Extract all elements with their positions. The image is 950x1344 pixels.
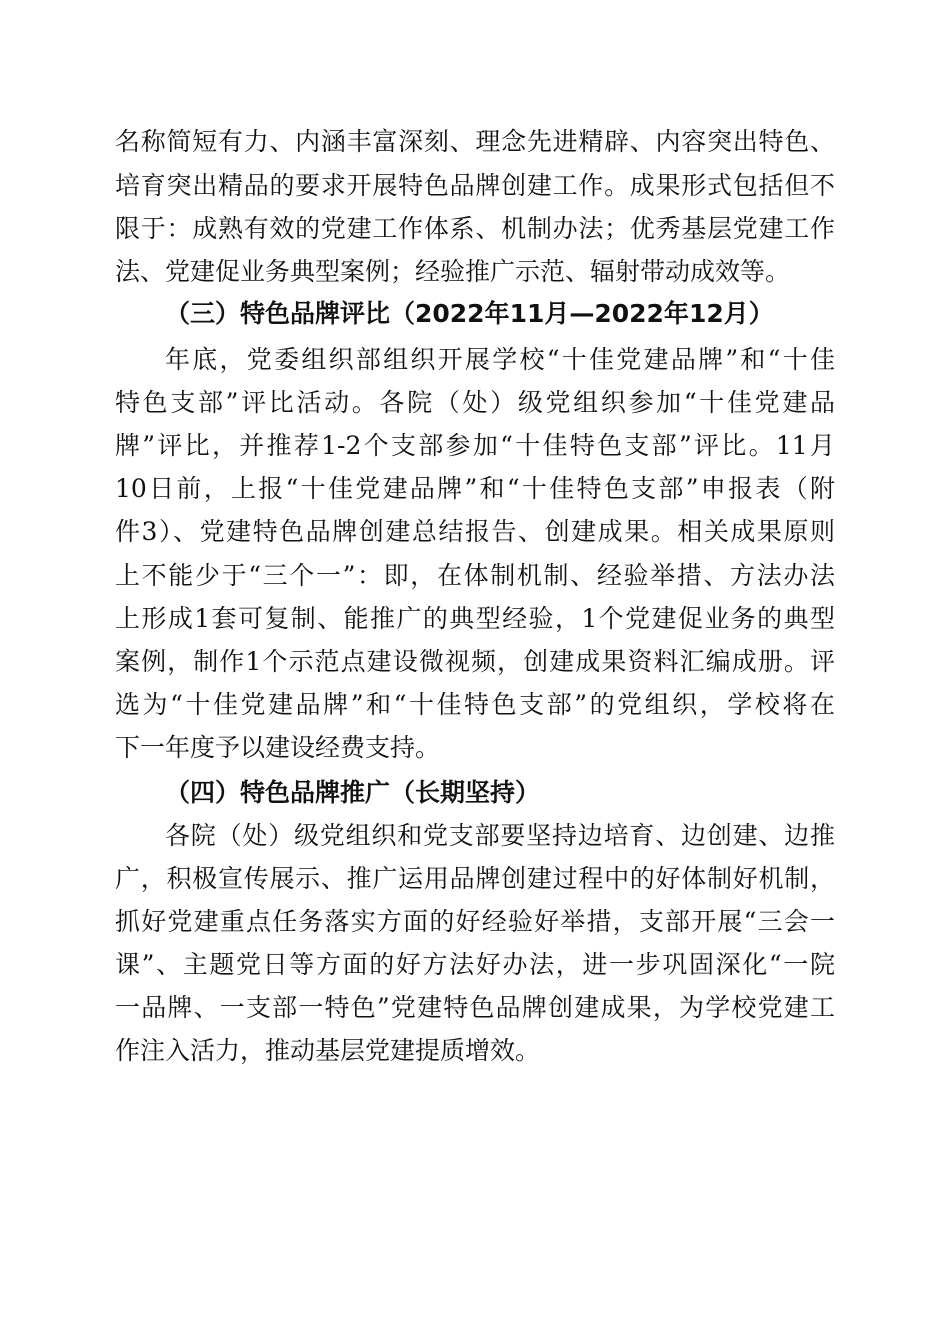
para2-line-4: 10日前，上报“十佳党建品牌”和“十佳特色支部”申报表（附 xyxy=(115,474,835,503)
para1-line-2: 培育突出精品的要求开展特色品牌创建工作。成果形式包括但不 xyxy=(115,171,835,200)
para2-line-5: 件3）、党建特色品牌创建总结报告、创建成果。相关成果原则 xyxy=(115,517,835,546)
para2-line-9: 选为“十佳党建品牌”和“十佳特色支部”的党组织，学校将在 xyxy=(115,690,835,719)
para1-line-3: 限于：成熟有效的党建工作体系、机制办法；优秀基层党建工作 xyxy=(115,214,835,243)
para1-line-4: 法、党建促业务典型案例；经验推广示范、辐射带动成效等。 xyxy=(115,257,791,286)
para3-line-5: 一品牌、一支部一特色”党建特色品牌创建成果，为学校党建工 xyxy=(115,993,835,1022)
para2-line-2: 特色支部”评比活动。各院（处）级党组织参加“十佳党建品 xyxy=(115,388,835,417)
para2-line-6: 上不能少于“三个一”：即，在体制机制、经验举措、方法办法 xyxy=(115,561,835,590)
para3-line-4: 课”、主题党日等方面的好方法好办法，进一步巩固深化“一院 xyxy=(115,950,835,979)
para3-line-2: 广，积极宣传展示、推广运用品牌创建过程中的好体制好机制， xyxy=(115,864,835,893)
para2-line-8: 案例，制作1个示范点建设微视频，创建成果资料汇编成册。评 xyxy=(115,647,835,676)
section-heading-4: （四）特色品牌推广（长期坚持） xyxy=(165,778,541,807)
para3-line-6: 作注入活力，推动基层党建提质增效。 xyxy=(115,1036,541,1065)
para2-line-7: 上形成1套可复制、能推广的典型经验，1个党建促业务的典型 xyxy=(115,604,835,633)
para1-line-1: 名称简短有力、内涵丰富深刻、理念先进精辟、内容突出特色、 xyxy=(115,127,835,156)
section-heading-3: （三）特色品牌评比（2022年11月—2022年12月） xyxy=(165,299,774,328)
para2-line-10: 下一年度予以建设经费支持。 xyxy=(115,733,441,762)
para2-line-3: 牌”评比，并推荐1-2个支部参加“十佳特色支部”评比。11月 xyxy=(115,431,835,460)
para3-line-1: 各院（处）级党组织和党支部要坚持边培育、边创建、边推 xyxy=(165,821,835,850)
para2-line-1: 年底，党委组织部组织开展学校“十佳党建品牌”和“十佳 xyxy=(165,345,835,374)
para3-line-3: 抓好党建重点任务落实方面的好经验好举措，支部开展“三会一 xyxy=(115,907,835,936)
